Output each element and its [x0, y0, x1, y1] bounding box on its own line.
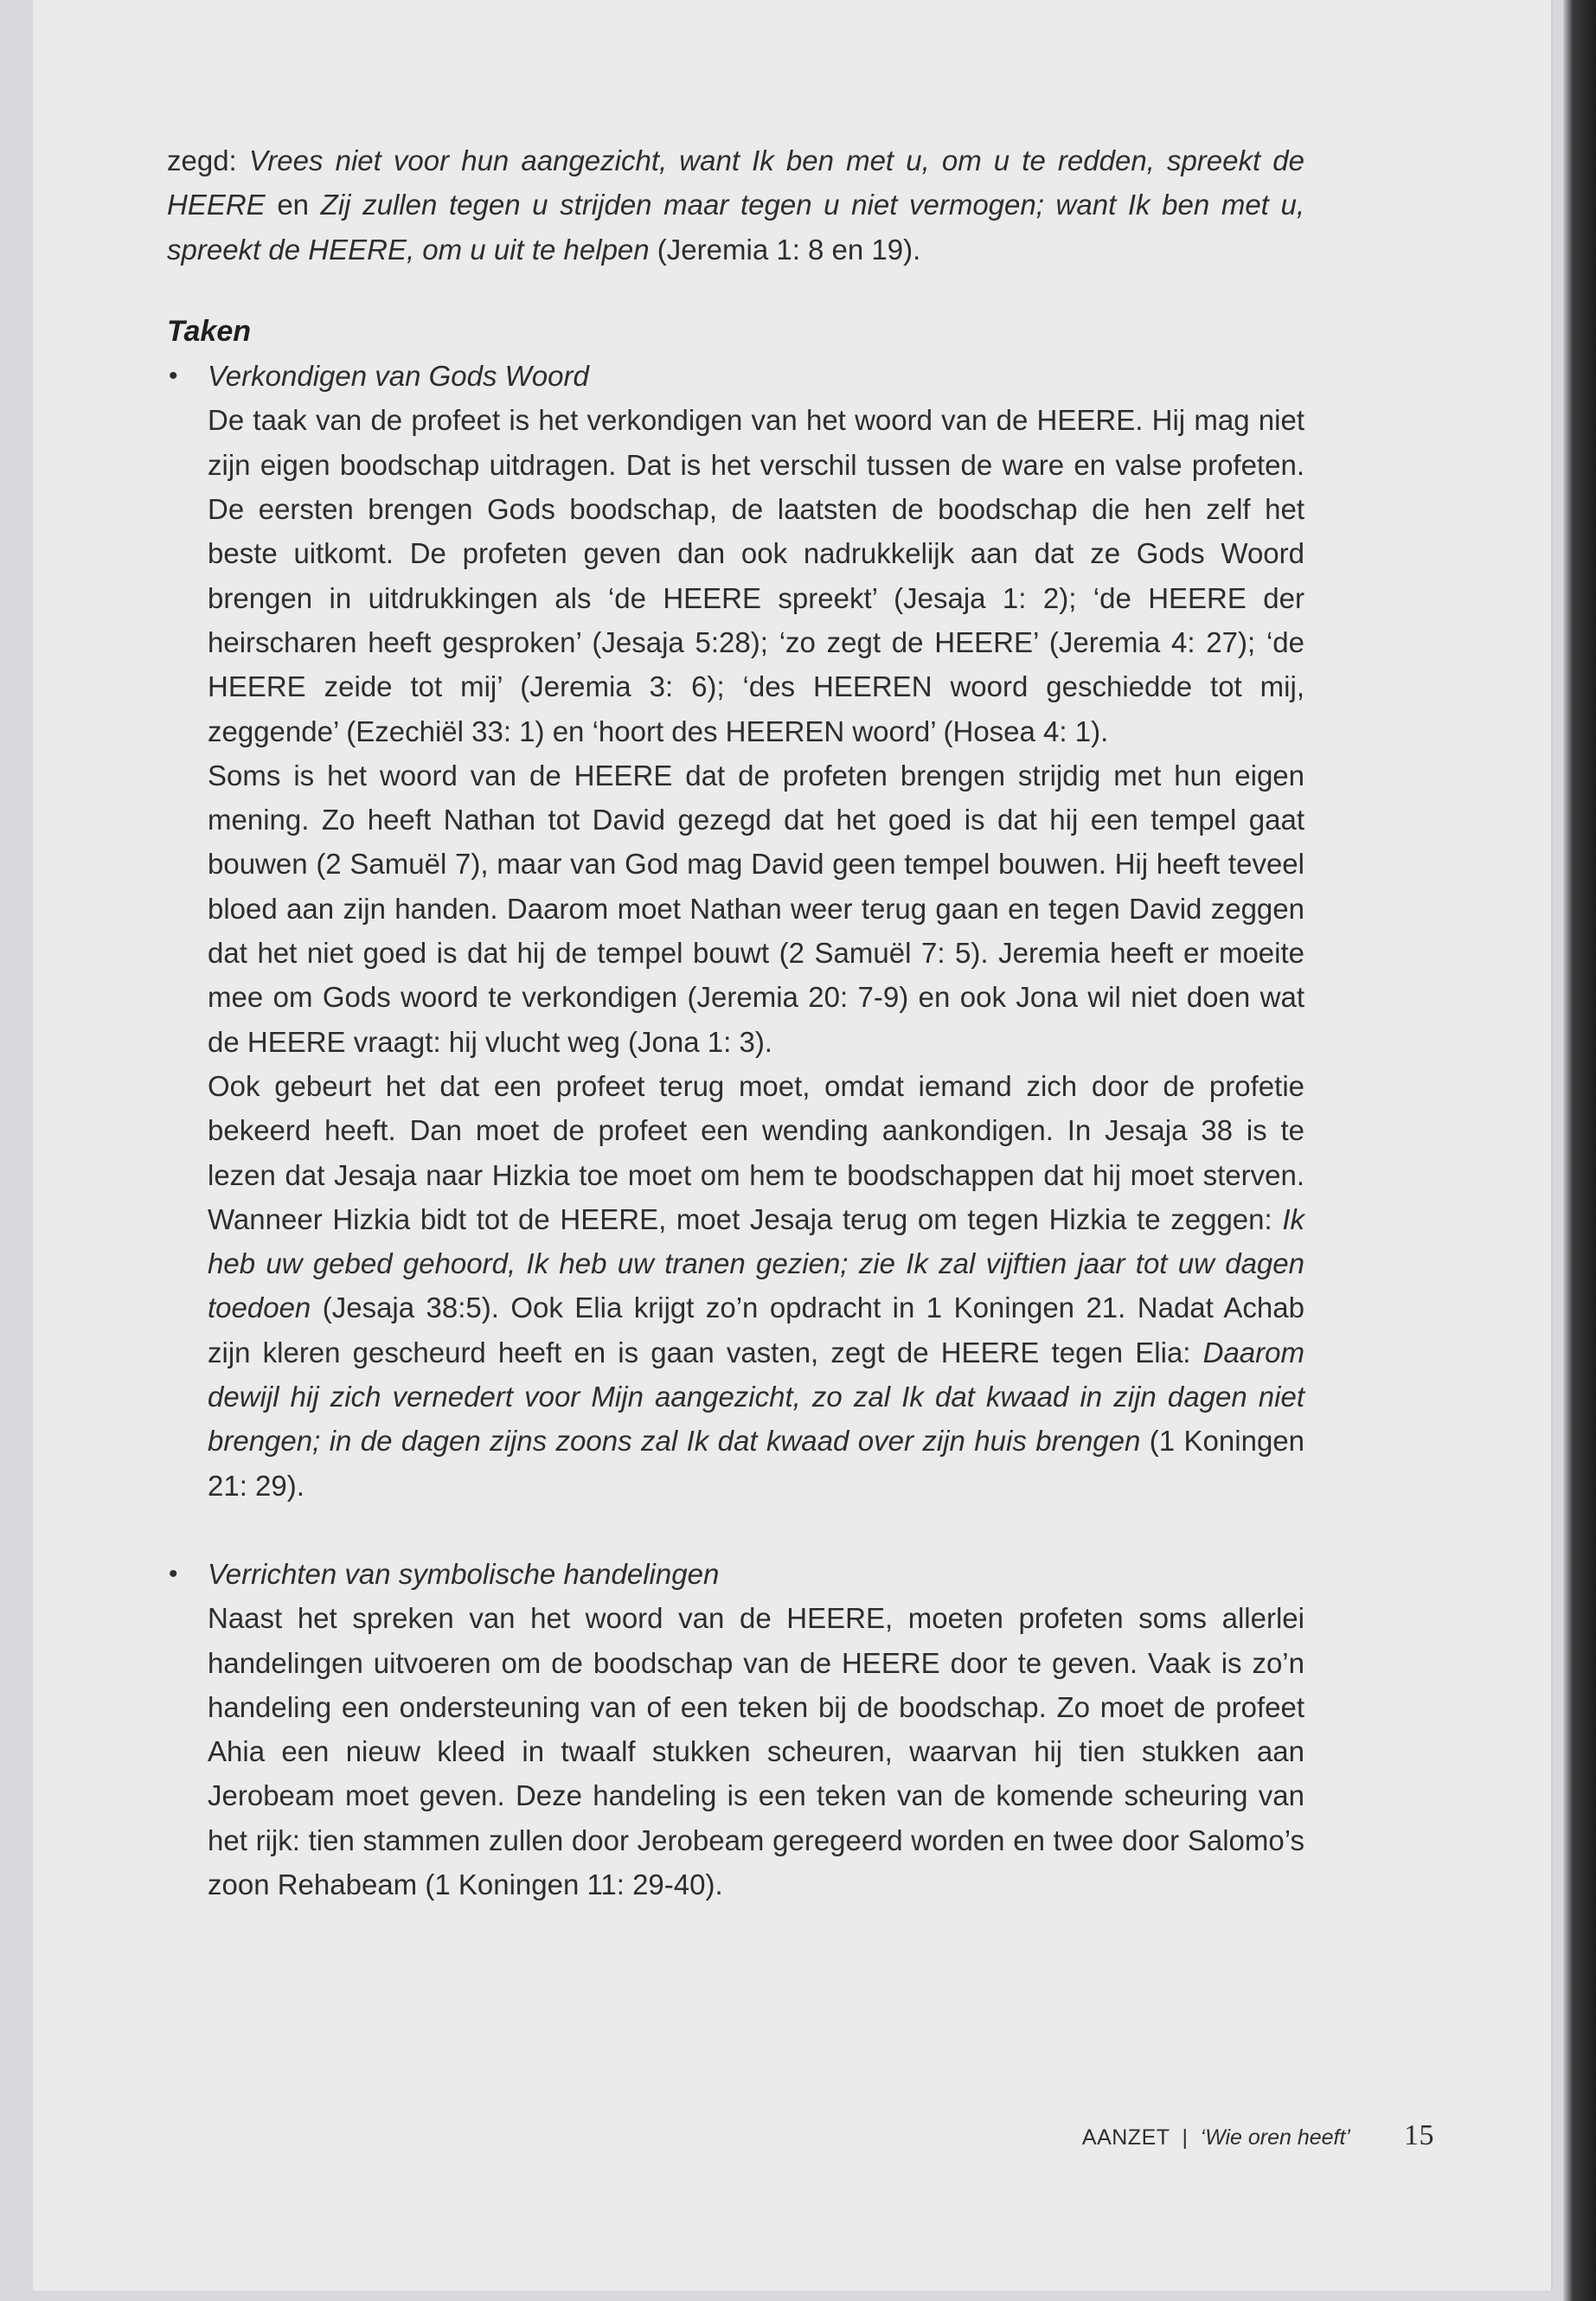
intro-text: en [265, 189, 321, 221]
task-title: Verkondigen van Gods Woord [208, 360, 589, 393]
task-paragraph: Naast het spreken van het woord van de HEERE, moeten profeten soms allerlei handelingen uitvoeren om de boodschap van de HEERE door te geven. Vaak is zo’n handeling een ondersteuning van of een teken bij de boodschap. Zo moet de profeet Ahia een nieuw kleed in twaalf stukken scheuren, waarvan hij tien stukken aan Jerobeam moet geven. Deze handeling is een teken van de komende scheuring van het rijk: tien stammen zullen door Jerobeam geregeerd worden en twee door Salomo’s zoon Rehabeam (1 Koningen 11: 29-40). [208, 1602, 1304, 1900]
intro-text: zegd: [167, 144, 249, 176]
section-title: Taken [167, 314, 252, 348]
footer-book-title: AANZET [1081, 2125, 1170, 2150]
book-page [33, 0, 1551, 2291]
task-paragraph: De taak van de profeet is het verkondigen van het woord van de HEERE. Hij mag niet zijn eigen boodschap uitdragen. Dat is het verschil tussen de ware en valse profeten. De eersten brengen Gods boodschap, de laatsten de boodschap die hen zelf het beste uitkomt. De profeten geven dan ook nadrukkelijk aan dat ze Gods Woord brengen in uitdrukkingen als ‘de HEERE spreekt’ (Jesaja 1: 2); ‘de HEERE der heirscharen heeft gesproken’ (Jesaja 5:28); ‘zo zegt de HEERE’ (Jeremia 4: 27); ‘de HEERE zeide tot mij’ (Jeremia 3: 6); ‘des HEEREN woord geschiedde tot mij, zeggende’ (Ezechiël 33: 1) en ‘hoort des HEEREN woord’ (Hosea 4: 1). [208, 404, 1304, 747]
intro-quote: Zij zullen tegen u strijden maar tegen u niet vermogen; want Ik ben met u, spreekt de HEERE, om u uit te helpen [167, 189, 1305, 266]
bible-quote: Ik heb uw gebed gehoord, Ik heb uw tranen gezien; zie Ik zal vijftien jaar tot uw dagen toedoen [208, 1202, 1304, 1324]
intro-reference: (Jeremia 1: 8 en 19). [649, 233, 921, 266]
intro-paragraph [167, 138, 1304, 272]
body-text [167, 138, 1304, 1907]
bible-quote: Daarom dewijl hij zich vernedert voor Mijn aangezicht, zo zal Ik dat kwaad in zijn dagen niet brengen; in de dagen zijns zoons zal Ik dat kwaad over zijn huis brengen [208, 1336, 1304, 1458]
task-item [167, 1552, 1304, 1907]
page-number: 15 [1404, 2119, 1434, 2151]
paragraph-text: (1 Koningen 21: 29). [208, 1425, 1305, 1502]
paragraph-text: (Jesaja 38:5). Ook Elia krijgt zo’n opdracht in 1 Koningen 21. Nadat Achab zijn kleren gescheurd heeft en is gaan vasten, zegt de HEERE tegen Elia: [208, 1292, 1304, 1368]
footer-separator: | [1182, 2125, 1189, 2150]
bullet-icon: • [169, 362, 178, 391]
task-paragraph [208, 1064, 1304, 1508]
task-paragraph: Soms is het woord van de HEERE dat de profeten brengen strijdig met hun eigen mening. Zo heeft Nathan tot David gezegd dat het goed is dat hij een tempel gaat bouwen (2 Samuël 7), maar van God mag David geen tempel bouwen. Hij heeft teveel bloed aan zijn handen. Daarom moet Nathan weer terug gaan en tegen David zeggen dat het niet goed is dat hij de tempel bouwt (2 Samuël 7: 5). Jeremia heeft er moeite mee om Gods woord te verkondigen (Jeremia 20: 7-9) en ook Jona wil niet doen wat de HEERE vraagt: hij vlucht weg (Jona 1: 3). [208, 759, 1304, 1058]
footer-subtitle: ‘Wie oren heeft’ [1200, 2125, 1350, 2150]
page-edge [1563, 0, 1596, 2301]
page-footer [993, 2119, 1434, 2152]
task-title: Verrichten van symbolische handelingen [208, 1557, 720, 1590]
paragraph-text: Ook gebeurt het dat een profeet terug moet, omdat iemand zich door de profetie bekeerd heeft. Dan moet de profeet een wending aankondigen. In Jesaja 38 is te lezen dat Jesaja naar Hizkia toe moet om hem te boodschappen dat hij moet sterven. Wanneer Hizkia bidt tot de HEERE, moet Jesaja terug om tegen Hizkia te zeggen: [208, 1069, 1304, 1235]
task-item [167, 354, 1304, 1508]
bullet-icon: • [169, 1559, 178, 1588]
intro-quote: Vrees niet voor hun aangezicht, want Ik ben met u, om u te redden, spreekt de HEERE [167, 144, 1304, 221]
